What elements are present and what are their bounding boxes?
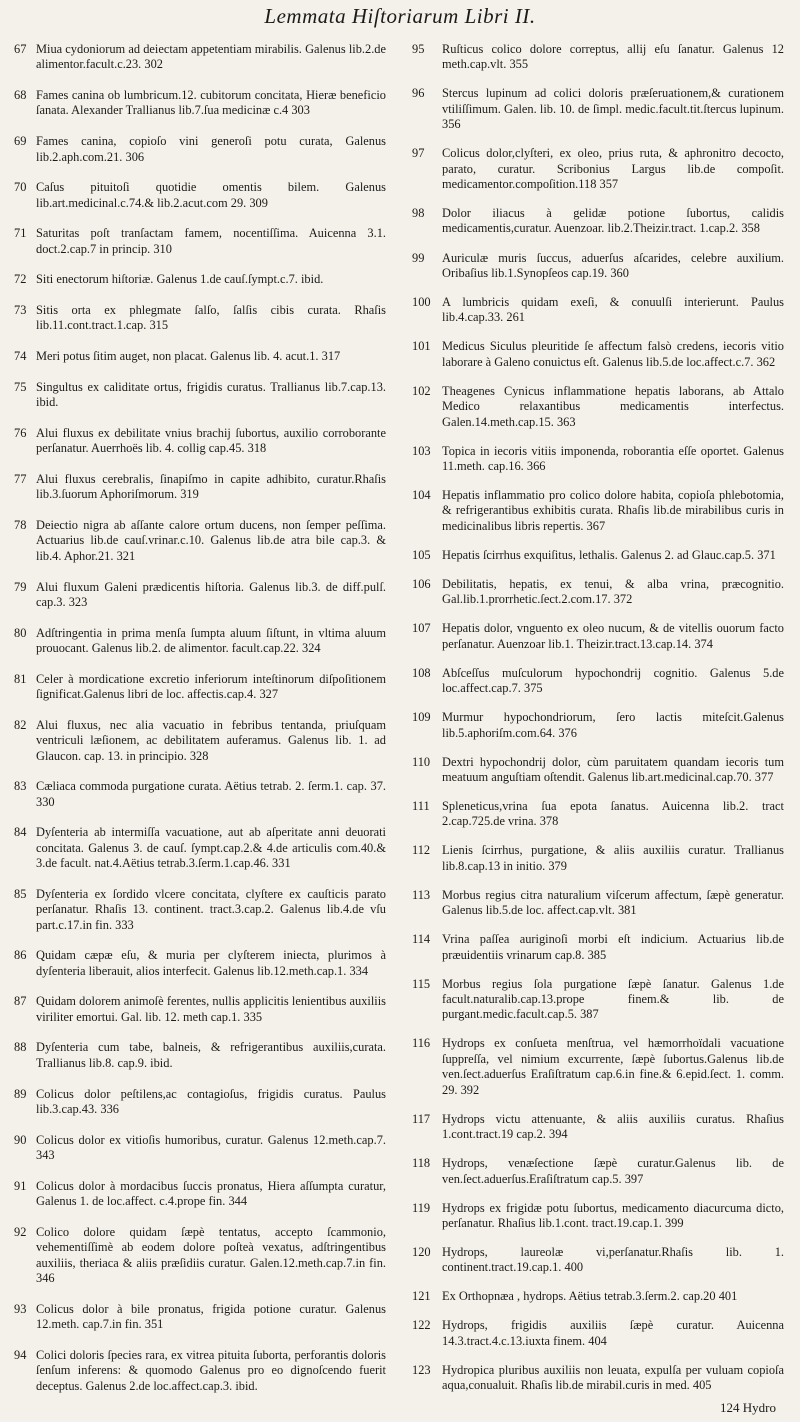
- entry-body: [36, 1302, 386, 1333]
- entry-number: 109: [412, 710, 431, 725]
- right-column: [412, 42, 784, 1394]
- entry-page-ref: 327: [259, 687, 279, 702]
- entry-body: [442, 799, 784, 830]
- index-entry: [14, 518, 386, 564]
- entry-number: 106: [412, 576, 431, 591]
- index-entry: [14, 1040, 386, 1071]
- entry-number: 108: [412, 665, 431, 680]
- index-entry: [14, 825, 386, 871]
- entry-body: [442, 1363, 784, 1394]
- entry-page-ref: 381: [617, 903, 637, 918]
- entry-page-ref: 367: [586, 518, 606, 533]
- entry-number: 87: [14, 994, 27, 1009]
- entry-body: [36, 887, 386, 933]
- entry-number: 105: [412, 547, 431, 562]
- index-entry: [14, 272, 386, 287]
- entry-page-ref: 328: [189, 748, 209, 763]
- index-entry: [412, 1318, 784, 1349]
- entry-body: [36, 1040, 386, 1071]
- entry-number: 76: [14, 425, 27, 440]
- entry-page-ref: 405: [692, 1378, 712, 1393]
- entry-body: [442, 1112, 784, 1143]
- entry-body: [36, 1348, 386, 1394]
- entry-number: 73: [14, 303, 27, 318]
- index-entry: [412, 251, 784, 282]
- catchword: 124 Hydro: [720, 1400, 776, 1415]
- entry-text: Alui fluxus ex debilitate vnius brachij ſubortus, auxilio corroborante perſanatur. Auerrhoës lib. 4. collig cap.45.: [36, 425, 386, 456]
- entry-text: Hepatis ſcirrhus exquiſitus, lethalis. Galenus 2. ad Glauc.cap.5.: [442, 547, 755, 562]
- entry-number: 77: [14, 471, 27, 486]
- index-entry: [14, 948, 386, 979]
- index-entry: [412, 206, 784, 237]
- index-entry: [412, 384, 784, 430]
- index-entry: [412, 710, 784, 741]
- entry-number: 118: [412, 1156, 431, 1171]
- entry-page-ref: 356: [442, 117, 461, 132]
- entry-page-ref: 309: [249, 195, 268, 210]
- index-entry: [14, 1348, 386, 1394]
- entry-body: [442, 888, 784, 919]
- entry-text: A lumbricis quidam exeſi, & conuulſi interierunt. Paulus lib.4.cap.33.: [442, 294, 784, 325]
- index-entry: [412, 1201, 784, 1232]
- index-entry: [14, 472, 386, 503]
- entry-body: [36, 672, 386, 703]
- entry-page-ref: 371: [757, 547, 776, 562]
- entry-body: [442, 1201, 784, 1232]
- entry-page-ref: 377: [754, 769, 774, 784]
- entry-body: [36, 994, 386, 1025]
- entry-text: Hydrops ex conſueta menſtrua, vel hæmorrhoïdali vacuatione ſuppreſſa, vel nimium excurrente, ſæpè ſubortus.Galenus lib.de ven.ſect.aduerſus Eraſiſtratum cap.6.in fine.& 6.epid.ſect. 1. comm. 29.: [442, 1036, 784, 1097]
- entry-text: Meri potus ſitim auget, non placat. Galenus lib. 4. acut.1.: [36, 349, 319, 364]
- entry-text: Alui fluxum Galeni prædicentis hiſtoria. Galenus lib.3. de diff.pulſ. cap.3.: [36, 579, 386, 609]
- entry-body: [36, 1087, 386, 1118]
- entry-text: Fames canina ob lumbricum.12. cubitorum concitata, Hieræ beneficio ſanata. Alexander Trallianus lib.7.ſua medicinæ c.4: [36, 88, 386, 118]
- entry-page-ref: 334: [349, 963, 369, 978]
- entry-text: Colicus dolor à mordacibus ſuccis pronatus, Hiera aſſumpta curatur, Galenus 1. de loc.affect. c.4.prope fin.: [36, 1178, 386, 1209]
- entry-text: Saturitas poſt tranſactam famem, nocentiſſima. Auicenna 3.1. doct.2.cap.7 in princip.: [36, 226, 386, 256]
- index-entry: [412, 843, 784, 874]
- entry-body: [36, 134, 386, 165]
- entry-number: 75: [14, 379, 27, 394]
- entry-body: [442, 621, 784, 652]
- index-entry: [412, 86, 784, 132]
- entry-page-ref: 319: [180, 487, 199, 502]
- entry-body: [36, 88, 386, 119]
- entry-number: 74: [14, 349, 27, 364]
- entry-page-ref: 336: [100, 1101, 119, 1116]
- entry-number: 119: [412, 1200, 431, 1215]
- entry-text: Fames canina, copioſo vini generoſi potu curata, Galenus lib.2.aph.com.21.: [36, 134, 386, 164]
- entry-page-ref: 343: [36, 1148, 55, 1163]
- entry-body: [442, 206, 784, 237]
- entry-page-ref: 335: [243, 1009, 263, 1024]
- entry-number: 79: [14, 579, 27, 594]
- entry-page-ref: 357: [599, 177, 619, 192]
- entry-number: 86: [14, 948, 27, 963]
- entry-body: [442, 444, 784, 475]
- index-entry: [14, 672, 386, 703]
- index-entry: [14, 380, 386, 411]
- entry-page-ref: 397: [624, 1171, 644, 1186]
- entry-page-ref: 318: [247, 441, 267, 456]
- index-entry: [412, 1112, 784, 1143]
- entry-text: Topica in iecoris vitiis imponenda, roborantia eſſe oportet. Galenus 11.meth. cap.16.: [442, 443, 784, 473]
- entry-text: Colici doloris ſpecies rara, ex vitrea pituita ſuborta, perforantis doloris ſenſum inferens: & quomodo Galenus pro eo dignoſcendo fuerit deceptus. Galenus 2.de loc.affect.cap.3.: [36, 1347, 386, 1393]
- entry-text: Theagenes Cynicus inflammatione hepatis laborans, ab Attalo Medico relaxantibus medicamentis interfectus. Galen.14.meth.cap.15.: [442, 383, 784, 429]
- entry-page-ref: 331: [272, 856, 291, 871]
- entry-number: 101: [412, 339, 431, 354]
- entry-page-ref: 324: [302, 641, 321, 656]
- entry-body: [442, 843, 784, 874]
- entry-body: [442, 932, 784, 963]
- entry-text: Adſtringentia in prima menſa ſumpta aluum ſiſtunt, in vltima aluum prouocant. Galenus lib.2. de alimentor. facult.cap.22.: [36, 625, 386, 656]
- entry-number: 113: [412, 887, 431, 902]
- entry-text: Morbus regius ſola purgatione ſæpè ſanatur. Galenus 1.de facult.naturalib.cap.13.prope finem.& lib. de purgant.medic.facult.cap.5.: [442, 976, 784, 1022]
- index-entry: [14, 1133, 386, 1164]
- entry-number: 120: [412, 1244, 431, 1259]
- entry-body: [442, 548, 784, 563]
- index-entry: [412, 977, 784, 1023]
- index-entry: [412, 1289, 784, 1304]
- index-entry: [412, 548, 784, 563]
- index-entry: [412, 666, 784, 697]
- entry-number: 110: [412, 754, 431, 769]
- entry-number: 121: [412, 1289, 431, 1304]
- entry-body: [36, 518, 386, 564]
- index-entry: [412, 799, 784, 830]
- entry-page-ref: 378: [539, 814, 559, 829]
- entry-body: [36, 825, 386, 871]
- entry-page-ref: 394: [549, 1127, 568, 1142]
- entry-body: [442, 1289, 784, 1304]
- entry-page-ref: 404: [588, 1333, 607, 1348]
- entry-text: Morbus regius citra naturalium viſcerum affectum, ſæpè generatur. Galenus lib.5.de loc. affect.cap.vlt.: [442, 887, 784, 918]
- entry-number: 80: [14, 625, 27, 640]
- entry-text: Deiectio nigra ab aſſante calore ortum ducens, non ſemper peſſima. Actuarius lib.de cauſ.vrinar.c.10. Galenus lib.de atra bile cap.3. & lib.4. Aphor.21.: [36, 518, 386, 563]
- entry-number: 68: [14, 88, 27, 103]
- entry-page-ref: 351: [144, 1317, 164, 1332]
- entry-text: Hepatis inflammatio pro colico dolore habita, copioſa phlebotomia, & refrigerantibus exhibitis curata. Rhaſis lib.de mirabilibus curis in medicinalibus libris repertis.: [442, 488, 784, 533]
- entry-text: Hydrops ex frigidæ potu ſubortus, medicamento diacurcuma dicto, perſanatur. Rhaſius lib.1.cont. tract.19.cap.1.: [442, 1200, 784, 1230]
- entry-body: [36, 472, 386, 503]
- entry-number: 103: [412, 443, 431, 458]
- index-entry: [412, 1156, 784, 1187]
- entry-text: Hepatis dolor, vnguento ex oleo nucum, & de vitellis ouorum facto perſanatur. Auenzoar lib.1. Theizir.tract.13.cap.14.: [442, 621, 784, 651]
- entry-body: [442, 42, 784, 73]
- entry-page-ref: ibid.: [235, 1378, 258, 1393]
- entry-text: Hydrops victu attenuante, & aliis auxiliis curatus. Rhaſius 1.cont.tract.19 cap.2.: [442, 1111, 784, 1142]
- entry-number: 104: [412, 488, 431, 503]
- entry-body: [442, 1318, 784, 1349]
- entry-number: 114: [412, 932, 431, 947]
- index-entry: [412, 577, 784, 608]
- entry-text: Siti enectorum hiſtoriæ. Galenus 1.de cauſ.ſympt.c.7.: [36, 272, 298, 287]
- entry-text: Ex Orthopnæa , hydrops. Aëtius tetrab.3.ſerm.2. cap.20: [442, 1289, 716, 1304]
- entry-page-ref: 362: [756, 354, 776, 369]
- index-entry: [14, 1225, 386, 1287]
- entry-number: 70: [14, 180, 27, 195]
- entry-page-ref: 399: [664, 1215, 684, 1230]
- running-head: Lemmata Hiſtoriarum Libri II.: [264, 4, 536, 28]
- entry-page-ref: 400: [564, 1260, 584, 1275]
- entry-body: [36, 626, 386, 657]
- entry-text: Dyſenteria ab intermiſſa vacuatione, aut ab aſperitate anni deuorati concitata. Galenus 3. de cauſ. ſympt.cap.2.& 4.de articulis com.40.& 3.de facult. nat.4.Aëtius tetrab.3.ſerm.1.cap.46.: [36, 825, 386, 871]
- entry-body: [442, 755, 784, 786]
- entry-page-ref: 321: [116, 548, 136, 563]
- entry-text: Stercus lupinum ad colici doloris præſeruationem,& curationem vtiliſſimum. Galen. lib. 10. de ſimpl. medic.facult.tit.ſtercus lupinum.: [442, 86, 784, 116]
- index-entry: [14, 88, 386, 119]
- entry-number: 91: [14, 1178, 27, 1193]
- entry-body: [36, 580, 386, 611]
- entry-body: [36, 1133, 386, 1164]
- entry-page-ref: 360: [610, 265, 629, 280]
- entry-body: [442, 1036, 784, 1098]
- entry-page-ref: 333: [115, 917, 134, 932]
- entry-number: 99: [412, 250, 425, 265]
- entry-text: Lienis ſcirrhus, purgatione, & aliis auxiliis curatur. Trallianus lib.8.cap.13 in initio.: [442, 843, 784, 873]
- entry-body: [442, 251, 784, 282]
- entry-text: Colicus dolor,clyſteri, ex oleo, prius ruta, & aphronitro decocto, parato, curatur. Scribonius Largus lib.de compoſit. medicamentor.compoſition.118: [442, 146, 784, 192]
- index-entry: [14, 1302, 386, 1333]
- entry-page-ref: 355: [509, 57, 529, 72]
- entry-number: 111: [412, 798, 430, 813]
- entry-page-ref: 303: [291, 103, 310, 118]
- index-entry: [14, 226, 386, 257]
- entry-text: Colico dolore quidam ſæpè tentatus, accepto ſcammonio, vehementiſſimè ab eodem dolore poſteà vexatus, adſtringentibus auxiliis, theriaca & aliis præſidiis curatur. Galen.12.meth.cap.7.in fin.: [36, 1224, 386, 1270]
- entry-number: 82: [14, 717, 27, 732]
- entry-text: Murmur hypochondriorum, ſero lactis miteſcit.Galenus lib.5.aphoriſm.com.64.: [442, 710, 784, 740]
- entry-text: Colicus dolor à bile pronatus, frigida potione curatur. Galenus 12.meth. cap.7.in fin.: [36, 1301, 386, 1332]
- entry-text: Dextri hypochondrij dolor, cùm paruitatem quandam iecoris tum meatuum anguſtiam oſtendit. Galenus lib.art.medicinal.cap.70.: [442, 754, 784, 784]
- index-entry: [412, 755, 784, 786]
- entry-body: [36, 948, 386, 979]
- entry-text: Dolor iliacus à gelidæ potione ſubortus, calidis medicamentis,curatur. Auenzoar. lib.2.Theizir.tract. 1.cap.2.: [442, 206, 784, 236]
- entry-page-ref: 366: [526, 459, 546, 473]
- entry-number: 115: [412, 976, 431, 991]
- index-entry: [14, 303, 386, 334]
- entry-text: Cæliaca commoda purgatione curata. Aëtius tetrab. 2. ſerm.1. cap. 37.: [36, 779, 386, 794]
- entry-page-ref: ibid.: [150, 1055, 173, 1070]
- entry-page-ref: 323: [68, 594, 88, 609]
- index-entry: [412, 932, 784, 963]
- entry-body: [442, 710, 784, 741]
- entry-page-ref: 387: [580, 1007, 599, 1022]
- entry-text: Alui fluxus cerebralis, ſinapiſmo in capite adhibito, curatur.Rhaſis lib.3.ſuorum Aphoriſmorum.: [36, 471, 386, 502]
- entry-page-ref: 379: [548, 858, 567, 873]
- entry-page-ref: 376: [558, 725, 577, 740]
- entry-number: 72: [14, 272, 27, 287]
- entry-number: 78: [14, 518, 27, 533]
- entry-body: [36, 1179, 386, 1210]
- entry-page-ref: 302: [144, 57, 163, 72]
- entry-text: Hydropica pluribus auxiliis non leuata, expulſa per vuluam copioſa aqua,conualuit. Rhaſis lib.de mirabil.curis in med.: [442, 1362, 784, 1393]
- entry-body: [442, 488, 784, 534]
- index-entry: [14, 1179, 386, 1210]
- entry-body: [442, 1245, 784, 1276]
- entry-body: [36, 1225, 386, 1287]
- entry-text: Miua cydoniorum ad deiectam appetentiam mirabilis. Galenus lib.2.de alimentor.facult.c.23.: [36, 42, 386, 72]
- entry-number: 112: [412, 843, 431, 858]
- entry-number: 85: [14, 886, 27, 901]
- entry-body: [36, 426, 386, 457]
- index-entry: [14, 887, 386, 933]
- index-entry: [14, 42, 386, 73]
- entry-text: Hydrops, frigidis auxiliis ſæpè curatur. Auicenna 14.3.tract.4.c.13.iuxta finem.: [442, 1318, 784, 1348]
- entry-text: Medicus Siculus pleuritide ſe affectum falsò credens, iecoris vitio laborare à Galeno conuictus eſt. Galenus lib.5.de loc.affect.c.7.: [442, 339, 784, 369]
- entry-page-ref: ibid.: [300, 272, 324, 287]
- entry-number: 95: [412, 42, 425, 56]
- entry-number: 67: [14, 42, 27, 56]
- entry-number: 88: [14, 1040, 27, 1055]
- entry-body: [36, 272, 386, 287]
- entry-page-ref: 330: [36, 794, 55, 809]
- index-entry: [14, 626, 386, 657]
- entry-body: [36, 380, 386, 411]
- entry-text: Ruſticus colico dolore correptus, allij eſu ſanatur. Galenus 12 meth.cap.vlt.: [442, 42, 784, 72]
- entry-page-ref: 363: [556, 414, 576, 429]
- entry-page-ref: 317: [321, 349, 341, 364]
- entry-number: 89: [14, 1086, 27, 1101]
- index-entry: [14, 349, 386, 364]
- index-entry: [14, 779, 386, 810]
- entry-number: 116: [412, 1036, 431, 1051]
- entry-body: [442, 577, 784, 608]
- entry-text: Dyſenteria ex ſordido vlcere concitata, clyſtere ex cauſticis parato perſanatur. Rhaſis 13. continent. tract.3.cap.2. Galenus lib.4.de vſu part.c.17.in fin.: [36, 886, 386, 932]
- entry-text: Debilitatis, hepatis, ex tenui, & alba vrina, præcognitio. Gal.lib.1.prorrhetic.ſect.2.com.17.: [442, 576, 784, 607]
- index-entry: [412, 888, 784, 919]
- entry-text: Quidam cæpæ eſu, & muria per clyſterem iniecta, plurimos à dyſenteria liberauit, alios interfecit. Galenus lib.12.meth.cap.1.: [36, 948, 386, 978]
- entry-text: Vrina paſſea auriginoſi morbi eſt indicium. Actuarius lib.de præuidentiis vrinarum cap.8.: [442, 932, 784, 962]
- entry-page-ref: 374: [694, 636, 713, 651]
- entry-body: [36, 303, 386, 334]
- entry-number: 71: [14, 226, 27, 241]
- index-entry: [14, 1087, 386, 1118]
- index-entry: [412, 1245, 784, 1276]
- entry-body: [36, 718, 386, 764]
- entry-number: 84: [14, 825, 27, 840]
- index-entry: [14, 426, 386, 457]
- entry-page-ref: 344: [228, 1194, 248, 1209]
- index-entry: [412, 621, 784, 652]
- index-entry: [14, 718, 386, 764]
- entry-number: 93: [14, 1301, 27, 1316]
- entry-text: Abſceſſus muſculorum hypochondrij cognitio. Galenus 5.de loc.affect.cap.7.: [442, 665, 784, 696]
- entry-body: [442, 339, 784, 370]
- entry-text: Celer à mordicatione excretio inferiorum inteſtinorum diſpoſitionem ſignificat.Galenus libri de loc. affectis.cap.4.: [36, 671, 386, 702]
- entry-body: [442, 146, 784, 192]
- index-entry: [14, 580, 386, 611]
- entry-text: Dyſenteria cum tabe, balneis, & refrigerantibus auxiliis,curata. Trallianus lib.8. cap.9.: [36, 1040, 386, 1070]
- entry-page-ref: 261: [506, 310, 525, 325]
- entry-number: 107: [412, 621, 431, 636]
- entry-page-ref: 315: [149, 318, 169, 333]
- entry-text: Auriculæ muris ſuccus, aduerſus aſcarides, celebre auxilium. Oribaſius lib.1.Synopſeos cap.19.: [442, 250, 784, 280]
- entry-text: Quidam dolorem animoſè ferentes, nullis applicitis lenientibus auxiliis viriliter emortui. Gal. lib. 12. meth cap.1.: [36, 994, 386, 1024]
- index-entry: [14, 180, 386, 211]
- entry-page-ref: 310: [153, 241, 172, 256]
- entry-number: 69: [14, 134, 27, 149]
- entry-number: 122: [412, 1318, 431, 1333]
- entry-number: 100: [412, 294, 431, 309]
- entry-text: Caſus pituitoſi quotidie omentis bilem. Galenus lib.art.medicinal.c.74.& lib.2.acut.com 29.: [36, 180, 386, 210]
- entry-page-ref: 401: [718, 1289, 738, 1304]
- entry-text: Sitis orta ex phlegmate ſalſo, ſalſis cibis curata. Rhaſis lib.11.cont.tract.1.cap.: [36, 303, 386, 333]
- index-entry: [412, 488, 784, 534]
- entry-page-ref: 346: [36, 1270, 55, 1285]
- entry-number: 94: [14, 1347, 27, 1362]
- index-entry: [14, 134, 386, 165]
- index-entry: [14, 994, 386, 1025]
- entry-body: [36, 779, 386, 810]
- index-entry: [412, 444, 784, 475]
- entry-number: 92: [14, 1224, 27, 1239]
- entry-body: [442, 666, 784, 697]
- entry-text: Alui fluxus, nec alia vacuatio in febribus tentanda, priuſquam ventriculi læſionem, ac debilitatem auferamus. Galenus lib. 1. ad Glaucon. cap. 13. in principio.: [36, 717, 386, 763]
- entry-page-ref: 385: [587, 947, 607, 962]
- entry-number: 97: [412, 146, 425, 161]
- entry-number: 102: [412, 383, 431, 398]
- entry-body: [36, 226, 386, 257]
- index-entry: [412, 295, 784, 326]
- entry-text: Singultus ex caliditate ortus, frigidis curatus. Trallianus lib.7.cap.13.: [36, 379, 386, 394]
- entry-body: [442, 1156, 784, 1187]
- entry-number: 83: [14, 779, 27, 794]
- entry-text: Spleneticus,vrina ſua epota ſanatus. Auicenna lib.2. tract 2.cap.725.de vrina.: [442, 798, 784, 829]
- index-entry: [412, 42, 784, 73]
- entry-number: 90: [14, 1132, 27, 1147]
- entry-text: Hydrops, laureolæ vi,perſanatur.Rhaſis lib. 1. continent.tract.19.cap.1.: [442, 1244, 784, 1275]
- entry-body: [36, 42, 386, 73]
- index-entry: [412, 339, 784, 370]
- entry-page-ref: 392: [460, 1082, 480, 1097]
- entry-body: [442, 384, 784, 430]
- entry-page-ref: 372: [613, 592, 633, 607]
- entry-body: [36, 349, 386, 364]
- entry-text: Colicus dolor ex vitioſis humoribus, curatur. Galenus 12.meth.cap.7.: [36, 1132, 386, 1147]
- entry-page-ref: 358: [741, 221, 760, 236]
- entry-number: 117: [412, 1111, 431, 1126]
- entry-body: [442, 977, 784, 1023]
- index-entry: [412, 146, 784, 192]
- index-entry: [412, 1036, 784, 1098]
- entry-number: 81: [14, 671, 27, 686]
- entry-text: Hydrops, venæſectione ſæpè curatur.Galenus lib. de ven.ſect.aduerſus.Eraſiſtratum cap.5.: [442, 1156, 784, 1186]
- entry-page-ref: ibid.: [36, 395, 59, 410]
- left-column: [14, 42, 386, 1394]
- entry-number: 96: [412, 86, 425, 101]
- entry-text: Colicus dolor peſtilens,ac contagioſus, frigidis curatus. Paulus lib.3.cap.43.: [36, 1086, 386, 1116]
- entry-body: [36, 180, 386, 211]
- entry-page-ref: 306: [125, 149, 145, 164]
- entry-number: 123: [412, 1362, 431, 1377]
- entry-body: [442, 295, 784, 326]
- entry-number: 98: [412, 206, 425, 221]
- entry-page-ref: 375: [524, 681, 543, 696]
- index-entry: [412, 1363, 784, 1394]
- entry-body: [442, 86, 784, 132]
